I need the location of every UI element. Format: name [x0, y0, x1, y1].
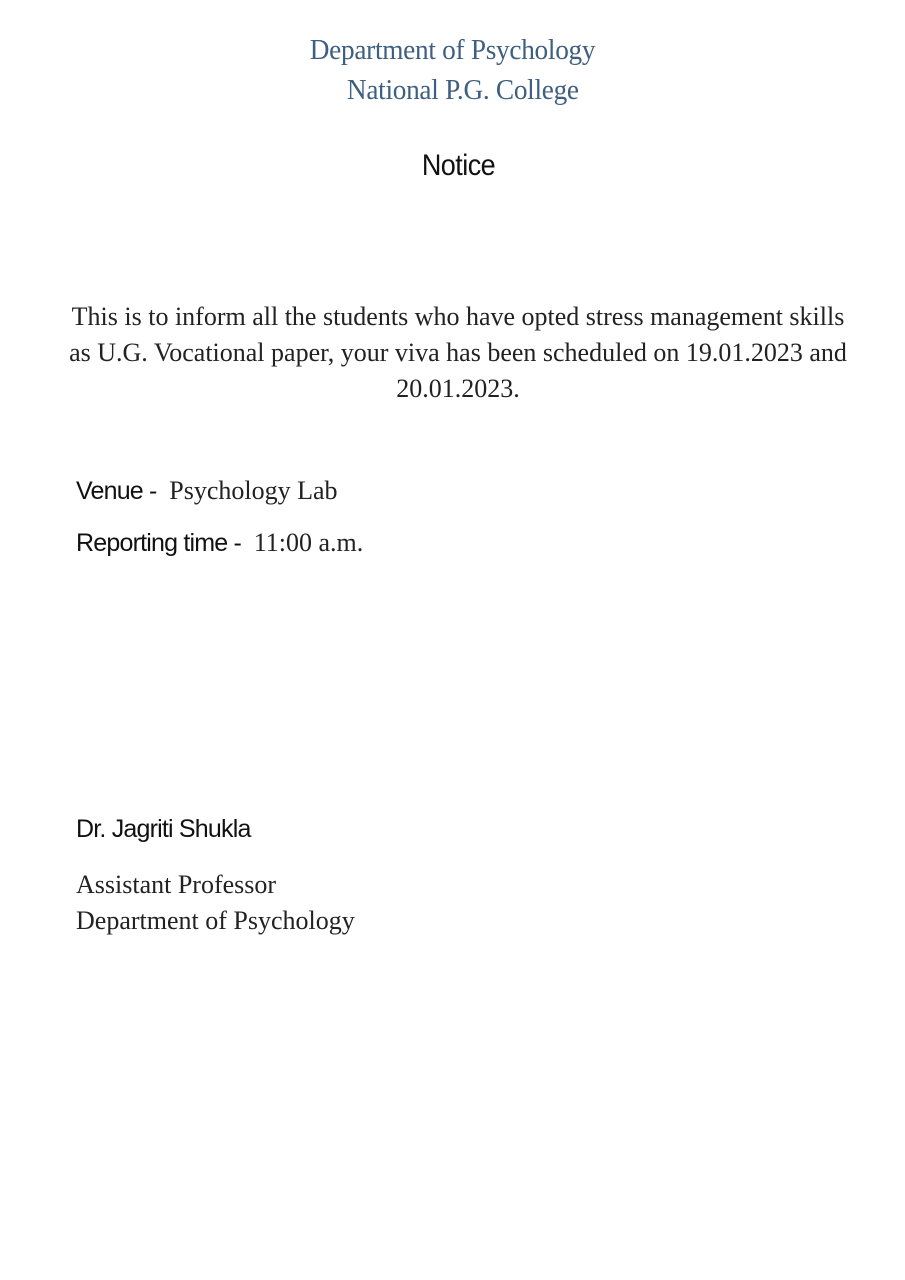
notice-title: Notice	[421, 149, 496, 182]
reporting-time-line	[76, 528, 363, 558]
venue-label: Venue -	[76, 477, 163, 505]
signatory-name: Dr. Jagriti Shukla	[76, 815, 251, 843]
college-heading: National P.G. College	[346, 74, 579, 106]
venue-line	[76, 476, 338, 506]
signatory-department: Department of Psychology	[76, 906, 355, 935]
signatory-details	[76, 867, 355, 939]
reporting-time-label: Reporting time -	[76, 529, 248, 557]
reporting-time-value: 11:00 a.m.	[253, 528, 364, 557]
notice-message: This is to inform all the students who have opted stress management skills as U.G. Vocational paper, your viva has been scheduled on 19.01.2023 and 20.01.2023.	[69, 302, 847, 403]
letterhead	[27, 30, 878, 110]
venue-value: Psychology Lab	[169, 476, 338, 505]
department-heading: Department of Psychology	[309, 34, 596, 66]
signatory-designation: Assistant Professor	[76, 870, 277, 899]
